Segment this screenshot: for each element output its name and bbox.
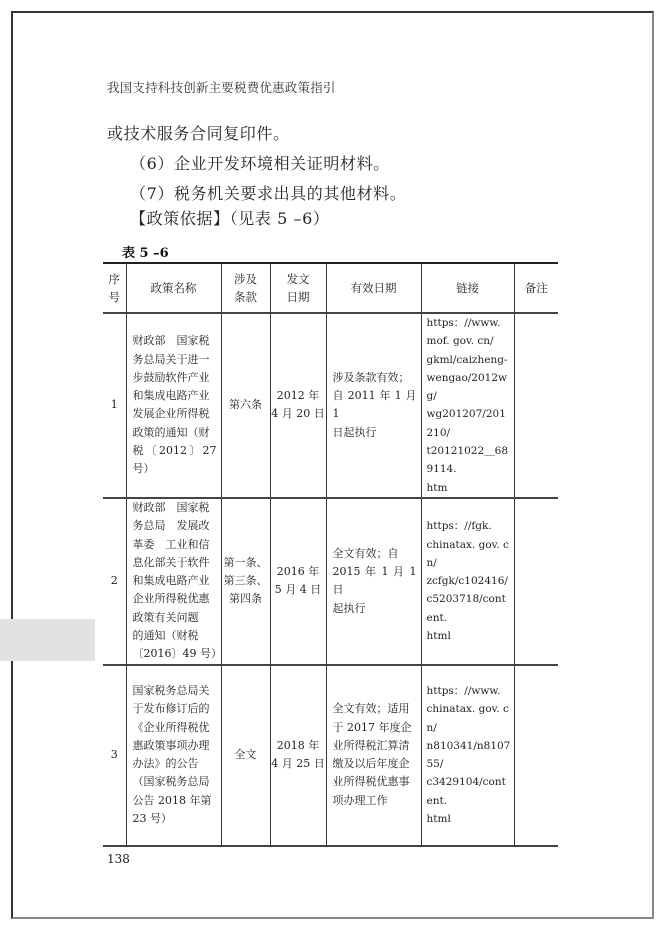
- cell-issue-date: [270, 313, 326, 498]
- cell-valid-date-line: 涉及条款有效；: [332, 370, 410, 384]
- cell-valid-date: [326, 313, 421, 498]
- cell-link-line[interactable]: n810341/n810755/: [426, 739, 511, 771]
- cell-policy-name-line: 国家税务总局关: [132, 683, 210, 697]
- cell-issue-date: [270, 498, 326, 665]
- cell-policy-name-line: 发展企业所得税: [132, 407, 210, 421]
- cell-valid-date-line: 日起执行: [332, 425, 377, 439]
- cell-clause-line: 第四条: [229, 592, 262, 606]
- cell-link-line[interactable]: c5203718/content.: [426, 593, 506, 624]
- cell-valid-date: [326, 498, 421, 665]
- header-clause: 涉及 条款: [221, 263, 270, 313]
- cell-link-line[interactable]: t20121022＿689114.: [426, 445, 509, 476]
- cell-clause: [221, 665, 270, 846]
- cell-issue-date-line: 4 月 20 日: [271, 407, 325, 421]
- cell-policy-name: [126, 498, 221, 665]
- cell-valid-date-line: 业所得税汇算清: [332, 738, 410, 752]
- cell-valid-date: [326, 665, 421, 846]
- body-text-line: （7）税务机关要求出具的其他材料。: [130, 184, 407, 203]
- cell-note: [514, 498, 558, 665]
- cell-link[interactable]: [421, 498, 514, 665]
- cell-policy-name-line: 和集成电路产业: [132, 389, 210, 403]
- table-row: [103, 313, 558, 498]
- policy-basis-line: 【政策依据】（见表 5 –6）: [130, 209, 330, 228]
- cell-clause: [221, 313, 270, 498]
- cell-clause-line: 第三条、: [223, 574, 268, 588]
- policy-table: [103, 262, 558, 847]
- header-note: 备注: [514, 263, 558, 313]
- cell-policy-name-line: 财政部 国家税: [132, 500, 210, 514]
- cell-link-line[interactable]: https：//fgk.: [426, 520, 492, 533]
- table-caption: 表 5 –6: [122, 246, 169, 261]
- cell-link-line[interactable]: htm: [426, 481, 448, 494]
- cell-policy-name-line: 务总局关于进一: [132, 352, 210, 366]
- cell-issue-date-line: 2012 年: [276, 389, 320, 403]
- cell-policy-name-line: 务总局 发展改: [132, 519, 210, 533]
- cell-clause: [221, 498, 270, 665]
- cell-clause-line: 全文: [234, 747, 257, 761]
- cell-policy-name-line: 的通知（财税: [132, 629, 199, 643]
- cell-policy-name-line: 企业所得税优惠: [132, 592, 210, 606]
- cell-no: 2: [103, 498, 126, 665]
- cell-policy-name-line: 和集成电路产业: [132, 574, 210, 588]
- page-number: 138: [107, 852, 130, 866]
- cell-policy-name-line: 办法》的公告: [132, 757, 199, 771]
- cell-issue-date-line: 4 月 25 日: [271, 757, 325, 771]
- body-text-line: （6）企业开发环境相关证明材料。: [130, 154, 390, 173]
- cell-link-line[interactable]: chinatax. gov. cn/: [426, 703, 509, 734]
- cell-issue-date: [270, 665, 326, 846]
- table-row: [103, 498, 558, 665]
- cell-issue-date-line: 5 月 4 日: [274, 583, 322, 597]
- cell-policy-name-line: 〔2016〕49 号）: [132, 647, 222, 661]
- cell-link[interactable]: [421, 313, 514, 498]
- cell-policy-name-line: 息化部关于软件: [132, 555, 210, 569]
- cell-valid-date-line: 于 2017 年度企: [332, 720, 412, 734]
- cell-link-line[interactable]: chinatax. gov. cn/: [426, 538, 509, 569]
- cell-policy-name-line: 财政部 国家税: [132, 334, 210, 348]
- cell-link[interactable]: [421, 665, 514, 846]
- body-text-line: 或技术服务合同复印件。: [107, 124, 290, 143]
- cell-policy-name-line: 23 号）: [132, 812, 172, 826]
- cell-note: [514, 313, 558, 498]
- cell-policy-name-line: 步鼓励软件产业: [132, 370, 210, 384]
- header-issue-date: 发文 日期: [270, 263, 326, 313]
- cell-link-line[interactable]: gkml/caizheng-: [426, 353, 508, 366]
- cell-link-line[interactable]: html: [426, 630, 451, 643]
- cell-link-line[interactable]: mof. gov. cn/: [426, 335, 494, 348]
- cell-valid-date-line: 业所得税优惠事: [332, 775, 410, 789]
- cell-issue-date-line: 2016 年: [276, 565, 320, 578]
- chapter-tab-marker: [0, 619, 95, 661]
- cell-link-line[interactable]: wg201207/201210/: [426, 408, 506, 439]
- cell-link-line[interactable]: html: [426, 813, 451, 826]
- header-link: 链接: [421, 263, 514, 313]
- table-row: [103, 665, 558, 846]
- cell-no: 1: [103, 313, 126, 498]
- cell-policy-name-line: 政策的通知（财: [132, 425, 210, 439]
- cell-clause-line: 第一条、: [223, 555, 268, 569]
- header-valid-date: 有效日期: [326, 263, 421, 313]
- cell-clause-line: 第六条: [229, 398, 262, 412]
- cell-valid-date-line: 2015 年 1 月 1 日: [332, 565, 417, 597]
- cell-policy-name-line: 革委 工业和信: [132, 537, 210, 551]
- cell-valid-date-line: 全文有效；自: [332, 546, 399, 560]
- cell-policy-name-line: 惠政策事项办理: [132, 738, 210, 752]
- cell-no: 3: [103, 665, 126, 846]
- cell-link-line[interactable]: c3429104/content.: [426, 776, 506, 807]
- cell-policy-name-line: 《企业所得税优: [132, 720, 210, 734]
- table-header-row: [103, 263, 558, 313]
- cell-valid-date-line: 全文有效；适用: [332, 702, 410, 716]
- cell-valid-date-line: 自 2011 年 1 月 1: [332, 389, 417, 421]
- header-no: 序 号: [103, 263, 126, 313]
- cell-note: [514, 665, 558, 846]
- cell-policy-name: [126, 665, 221, 846]
- cell-policy-name-line: 于发布修订后的: [132, 702, 210, 716]
- cell-policy-name-line: （国家税务总局: [132, 775, 210, 789]
- cell-policy-name-line: 公告 2018 年第: [132, 793, 212, 807]
- cell-issue-date-line: 2018 年: [276, 738, 320, 752]
- cell-policy-name: [126, 313, 221, 498]
- cell-valid-date-line: 缴及以后年度企: [332, 757, 410, 771]
- cell-valid-date-line: 起执行: [332, 601, 366, 615]
- running-header: 我国支持科技创新主要税费优惠政策指引: [107, 80, 336, 95]
- cell-link-line[interactable]: https：//www.: [426, 317, 501, 329]
- header-policy-name: 政策名称: [126, 263, 221, 313]
- cell-policy-name-line: 政策有关问题: [132, 610, 199, 624]
- cell-link-line[interactable]: zcfgk/c102416/: [426, 575, 508, 588]
- cell-link-line[interactable]: https：//www.: [426, 684, 501, 697]
- cell-valid-date-line: 项办理工作: [332, 793, 388, 807]
- cell-policy-name-line: 税〔2012〕27 号）: [132, 444, 217, 476]
- cell-link-line[interactable]: wengao/2012wg/: [426, 371, 508, 403]
